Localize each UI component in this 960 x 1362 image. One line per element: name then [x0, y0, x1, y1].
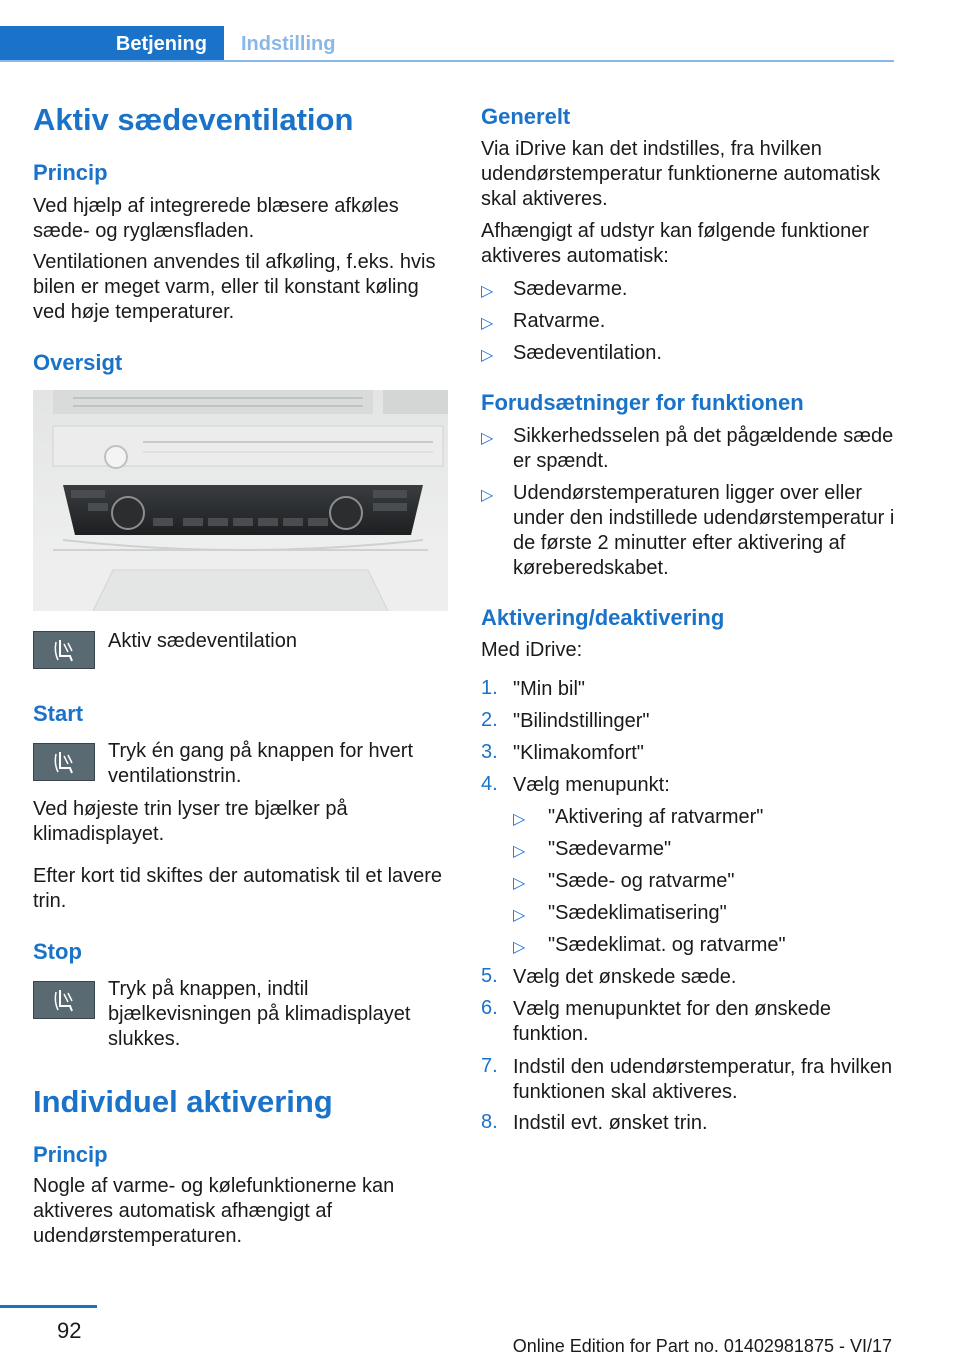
step-item: Indstil evt. ønsket trin.	[513, 1112, 708, 1134]
step-item: Indstil den udendørstemperatur, fra hvilken funktionen skal aktiveres.	[513, 1056, 893, 1103]
oversigt-heading: Oversigt	[33, 350, 123, 375]
bullet-marker: ▷	[513, 875, 526, 892]
indiv-princip-heading: Princip	[33, 1142, 108, 1167]
climate-panel-photo	[33, 390, 448, 611]
step-item: Vælg menupunktet for den ønskede funktion.	[513, 998, 831, 1045]
indiv-paragraph-1: Nogle af varme- og kølefunktionerne kan aktiveres automatisk afhængigt af udendørstemperaturen.	[33, 1175, 395, 1247]
individuel-title: Individuel aktivering	[33, 1084, 333, 1119]
section-title: Aktiv sædeventilation	[33, 102, 354, 137]
step-number: 3.	[481, 741, 498, 763]
climate-panel-illustration	[33, 390, 448, 611]
list-item: Sædevarme.	[513, 278, 628, 300]
icon-caption: Aktiv sædeventilation	[108, 630, 297, 652]
sub-item: "Sædeklimatisering"	[548, 902, 727, 924]
step-number: 2.	[481, 709, 498, 731]
seat-ventilation-icon-start	[33, 743, 95, 781]
sub-item: "Sædeklimat. og ratvarme"	[548, 934, 786, 956]
stop-heading: Stop	[33, 939, 82, 964]
bullet-marker: ▷	[481, 347, 494, 364]
step-number: 4.	[481, 773, 498, 795]
bullet-marker: ▷	[513, 811, 526, 828]
start-heading: Start	[33, 701, 84, 726]
step-item: "Klimakomfort"	[513, 742, 644, 764]
start-paragraph-3: Efter kort tid skiftes der automatisk til et lavere trin.	[33, 865, 443, 912]
step-number: 5.	[481, 965, 498, 987]
step-item: "Bilindstillinger"	[513, 710, 650, 732]
aktivering-intro: Med iDrive:	[481, 639, 583, 661]
start-paragraph-1: Tryk én gang på knappen for hvert ventilationstrin.	[108, 740, 413, 787]
princip-paragraph-1: Ved hjælp af integrerede blæsere afkøles sæde- og ryglænsfladen.	[33, 195, 399, 242]
list-item: Sædeventilation.	[513, 342, 662, 364]
princip-paragraph-2: Ventilationen anvendes til afkøling, f.eks. hvis bilen er meget varm, eller til konstant køling ved høje temperaturer.	[33, 251, 436, 323]
header-rule	[0, 60, 894, 62]
list-item: Ratvarme.	[513, 310, 606, 332]
bullet-marker: ▷	[481, 487, 494, 504]
seat-ventilation-icon	[33, 631, 95, 669]
forud-heading: Forudsætninger for funktionen	[481, 390, 804, 415]
step-number: 8.	[481, 1111, 498, 1133]
list-item: Sikkerhedsselen på det pågældende sæde er spændt.	[513, 425, 894, 472]
bullet-marker: ▷	[481, 430, 494, 447]
step-number: 7.	[481, 1055, 498, 1077]
footer-rule	[0, 1305, 97, 1308]
generelt-heading: Generelt	[481, 104, 571, 129]
sub-item: "Sæde- og ratvarme"	[548, 870, 735, 892]
bullet-marker: ▷	[481, 283, 494, 300]
bullet-marker: ▷	[513, 843, 526, 860]
list-item: Udendørstemperaturen ligger over eller under den indstillede udendørstemperatur i de første 2 minutter efter aktivering af køreberedskabet.	[513, 482, 895, 579]
sub-item: "Sædevarme"	[548, 838, 672, 860]
edition-text: Online Edition for Part no. 01402981875 - VI/17	[512, 1336, 892, 1356]
step-item: "Min bil"	[513, 678, 585, 700]
sub-item: "Aktivering af ratvarmer"	[548, 806, 764, 828]
princip-heading: Princip	[33, 160, 108, 185]
bullet-marker: ▷	[513, 907, 526, 924]
page-number: 92	[57, 1318, 82, 1343]
seat-ventilation-icon-stop	[33, 981, 95, 1019]
tab-betjening: Betjening	[0, 26, 224, 62]
bullet-marker: ▷	[481, 315, 494, 332]
tab-indstilling: Indstilling	[241, 33, 336, 55]
generelt-paragraph-1: Via iDrive kan det indstilles, fra hvilken udendørstemperatur funktionerne automatisk skal aktiveres.	[481, 138, 881, 210]
step-item: Vælg menupunkt:	[513, 774, 670, 796]
page-header	[0, 0, 894, 62]
step-number: 1.	[481, 677, 498, 699]
start-paragraph-2: Ved højeste trin lyser tre bjælker på klimadisplayet.	[33, 798, 348, 845]
stop-paragraph-1: Tryk på knappen, indtil bjælkevisningen på klimadisplayet slukkes.	[108, 978, 411, 1050]
bullet-marker: ▷	[513, 939, 526, 956]
step-number: 6.	[481, 997, 498, 1019]
generelt-paragraph-2: Afhængigt af udstyr kan følgende funktioner aktiveres automatisk:	[481, 220, 870, 267]
aktivering-heading: Aktivering/deaktivering	[481, 605, 725, 630]
step-item: Vælg det ønskede sæde.	[513, 966, 737, 988]
